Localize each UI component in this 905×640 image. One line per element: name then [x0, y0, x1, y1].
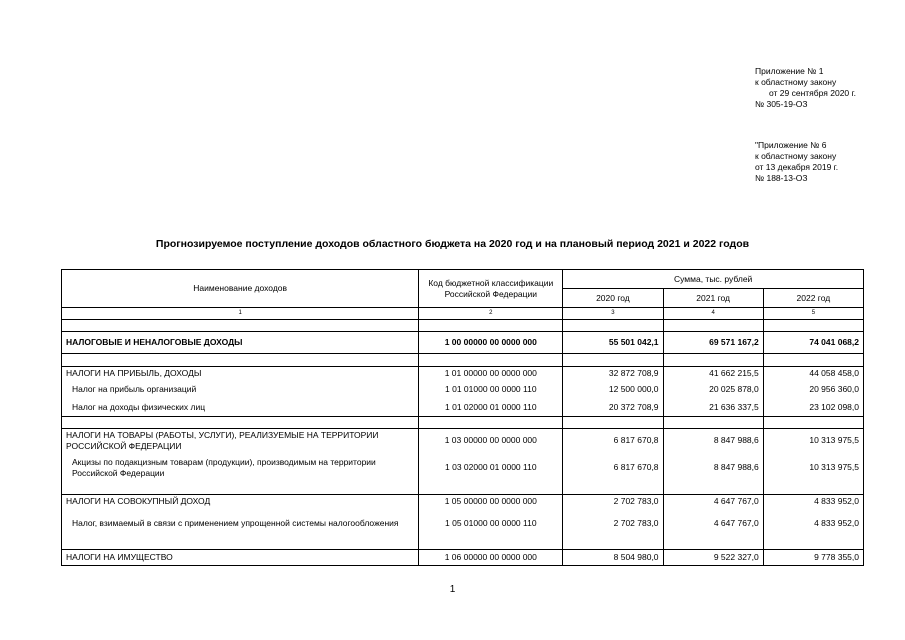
- row-value-2021: 8 847 988,6: [663, 453, 763, 483]
- row-name: НАЛОГИ НА ПРИБЫЛЬ, ДОХОДЫ: [62, 367, 419, 381]
- note-line: к областному закону: [755, 77, 837, 87]
- row-code: 1 00 00000 00 0000 000: [419, 332, 563, 354]
- row-name: НАЛОГИ НА СОВОКУПНЫЙ ДОХОД: [62, 494, 419, 508]
- spacer-row: [62, 483, 864, 495]
- row-value-2020: 8 504 980,0: [563, 550, 663, 566]
- row-value-2020: 6 817 670,8: [563, 429, 663, 453]
- row-code: 1 05 00000 00 0000 000: [419, 494, 563, 508]
- row-name: Налог на доходы физических лиц: [62, 399, 419, 417]
- note-line: от 13 декабря 2019 г.: [755, 162, 839, 172]
- row-value-2020: 55 501 042,1: [563, 332, 663, 354]
- index-cell: 3: [563, 308, 663, 320]
- table-row: [62, 508, 864, 538]
- index-cell: 1: [62, 308, 419, 320]
- row-value-2022: 4 833 952,0: [763, 508, 863, 538]
- row-value-2021: 4 647 767,0: [663, 508, 763, 538]
- table-row: [62, 399, 864, 417]
- document-title: Прогнозируемое поступление доходов областного бюджета на 2020 год и на плановый период 2021 и 2022 годов: [155, 238, 750, 250]
- row-value-2022: 23 102 098,0: [763, 399, 863, 417]
- row-name: Налог, взимаемый в связи с применением упрощенной системы налогообложения: [62, 508, 419, 538]
- revenue-table: [61, 269, 864, 566]
- column-index-row: [62, 308, 864, 320]
- spacer-row: [62, 320, 864, 332]
- row-value-2021: 21 636 337,5: [663, 399, 763, 417]
- header-name: Наименование доходов: [62, 270, 419, 308]
- spacer-row: [62, 417, 864, 429]
- table-row: [62, 494, 864, 508]
- note-line: № 188-13-ОЗ: [755, 173, 808, 183]
- header-year-2020: 2020 год: [563, 289, 663, 308]
- row-code: 1 01 00000 00 0000 000: [419, 367, 563, 381]
- index-cell: 4: [663, 308, 763, 320]
- header-year-2022: 2022 год: [763, 289, 863, 308]
- row-name: Акцизы по подакцизным товарам (продукции), производимым на территории Российской Федерации: [62, 453, 419, 483]
- row-value-2020: 6 817 670,8: [563, 453, 663, 483]
- row-name: НАЛОГИ НА ИМУЩЕСТВО: [62, 550, 419, 566]
- note-line: Приложение № 1: [755, 66, 824, 76]
- table-row: [62, 550, 864, 566]
- row-name: НАЛОГОВЫЕ И НЕНАЛОГОВЫЕ ДОХОДЫ: [62, 332, 419, 354]
- row-code: 1 03 00000 00 0000 000: [419, 429, 563, 453]
- index-cell: 5: [763, 308, 863, 320]
- row-value-2022: 10 313 975,5: [763, 453, 863, 483]
- row-value-2022: 4 833 952,0: [763, 494, 863, 508]
- appendix-note-current: [755, 66, 856, 110]
- appendix-note-original: [755, 140, 838, 184]
- row-value-2022: 20 956 360,0: [763, 381, 863, 399]
- row-value-2021: 8 847 988,6: [663, 429, 763, 453]
- row-value-2021: 20 025 878,0: [663, 381, 763, 399]
- row-code: 1 06 00000 00 0000 000: [419, 550, 563, 566]
- row-value-2020: 2 702 783,0: [563, 508, 663, 538]
- spacer-row: [62, 538, 864, 550]
- table-row: [62, 429, 864, 453]
- note-line: "Приложение № 6: [755, 140, 827, 150]
- table-row: [62, 367, 864, 381]
- row-value-2021: 4 647 767,0: [663, 494, 763, 508]
- row-code: 1 01 02000 01 0000 110: [419, 399, 563, 417]
- row-value-2020: 2 702 783,0: [563, 494, 663, 508]
- row-name: НАЛОГИ НА ТОВАРЫ (РАБОТЫ, УСЛУГИ), РЕАЛИЗУЕМЫЕ НА ТЕРРИТОРИИ РОССИЙСКОЙ ФЕДЕРАЦИИ: [62, 429, 419, 453]
- row-value-2021: 41 662 215,5: [663, 367, 763, 381]
- row-value-2020: 20 372 708,9: [563, 399, 663, 417]
- row-code: 1 01 01000 00 0000 110: [419, 381, 563, 399]
- note-line: от 29 сентября 2020 г.: [769, 88, 856, 98]
- row-value-2022: 10 313 975,5: [763, 429, 863, 453]
- header-sum: Сумма, тыс. рублей: [563, 270, 864, 289]
- page-number: 1: [449, 584, 456, 595]
- row-value-2022: 44 058 458,0: [763, 367, 863, 381]
- spacer-row: [62, 354, 864, 367]
- row-code: 1 03 02000 01 0000 110: [419, 453, 563, 483]
- row-name: Налог на прибыль организаций: [62, 381, 419, 399]
- header-year-2021: 2021 год: [663, 289, 763, 308]
- row-value-2021: 69 571 167,2: [663, 332, 763, 354]
- row-code: 1 05 01000 00 0000 110: [419, 508, 563, 538]
- index-cell: 2: [419, 308, 563, 320]
- header-code: Код бюджетной классификации Российской Федерации: [419, 270, 563, 308]
- table-row: [62, 332, 864, 354]
- row-value-2021: 9 522 327,0: [663, 550, 763, 566]
- row-value-2020: 32 872 708,9: [563, 367, 663, 381]
- row-value-2022: 74 041 068,2: [763, 332, 863, 354]
- table-row: [62, 381, 864, 399]
- note-line: к областному закону: [755, 151, 837, 161]
- note-line: № 305-19-ОЗ: [755, 99, 808, 109]
- table-row: [62, 453, 864, 483]
- row-value-2022: 9 778 355,0: [763, 550, 863, 566]
- row-value-2020: 12 500 000,0: [563, 381, 663, 399]
